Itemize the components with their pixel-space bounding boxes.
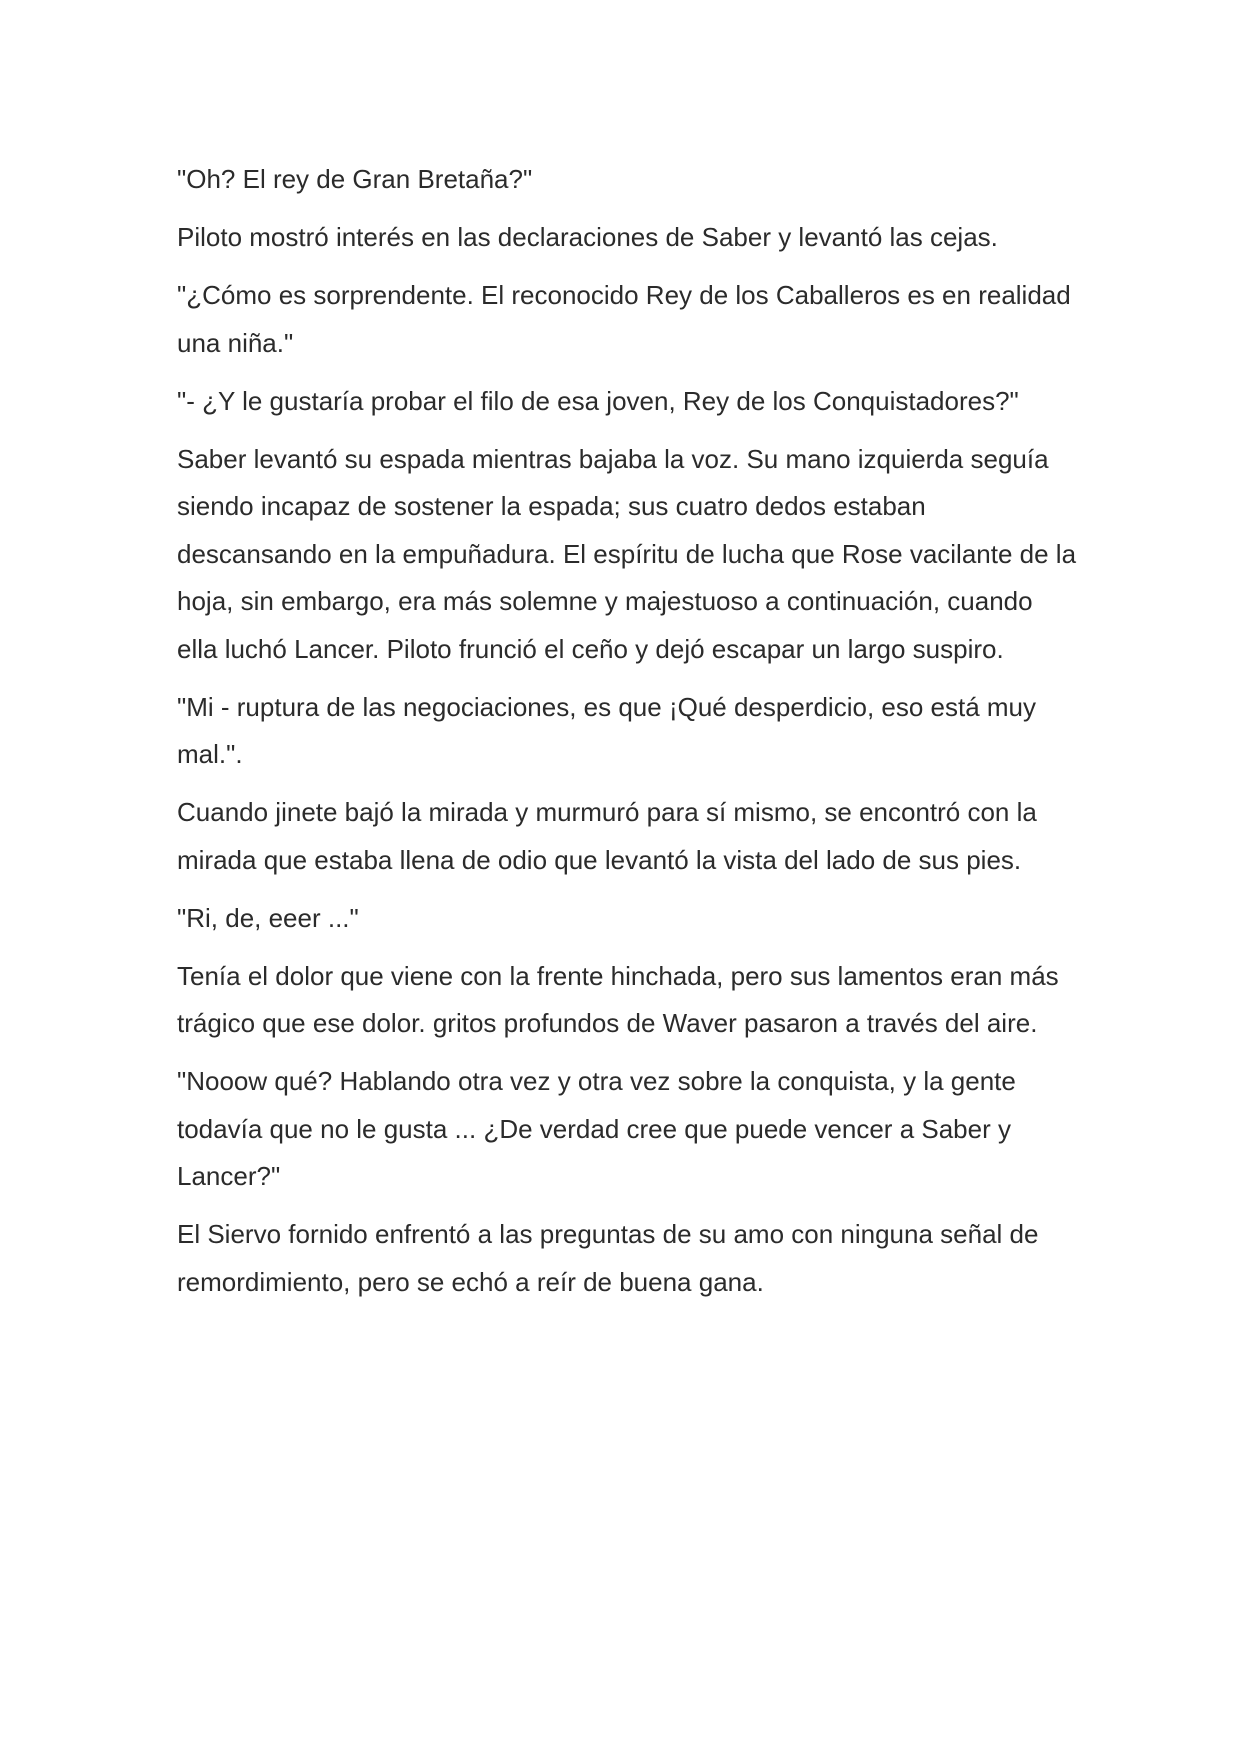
paragraph: Saber levantó su espada mientras bajaba la voz. Su mano izquierda seguía siendo incapaz de sostener la espada; sus cuatro dedos estaban descansando en la empuñadura. El espíritu de lucha que Rose vacilante de la hoja, sin embargo, era más solemne y majestuoso a continuación, cuando ella luchó Lancer. Piloto frunció el ceño y dejó escapar un largo suspiro. — [177, 443, 1077, 664]
paragraph: "Nooow qué? Hablando otra vez y otra vez sobre la conquista, y la gente todavía que no le gusta ... ¿De verdad cree que puede vencer a Saber y Lancer?" — [177, 1066, 1016, 1191]
body-text — [177, 156, 1077, 1317]
paragraph: Piloto mostró interés en las declaraciones de Saber y levantó las cejas. — [177, 222, 998, 252]
paragraph: "Oh? El rey de Gran Bretaña?" — [177, 164, 533, 194]
paragraph: "Mi - ruptura de las negociaciones, es que ¡Qué desperdicio, eso está muy mal.". — [177, 691, 1037, 769]
paragraph: El Siervo fornido enfrentó a las preguntas de su amo con ninguna señal de remordimiento, pero se echó a reír de buena gana. — [177, 1219, 1039, 1297]
paragraph: Tenía el dolor que viene con la frente hinchada, pero sus lamentos eran más trágico que ese dolor. gritos profundos de Waver pasaron a través del aire. — [177, 960, 1059, 1038]
paragraph: "Ri, de, eeer ..." — [177, 902, 359, 933]
paragraph: Cuando jinete bajó la mirada y murmuró para sí mismo, se encontró con la mirada que estaba llena de odio que levantó la vista del lado de sus pies. — [177, 797, 1037, 875]
paragraph: "- ¿Y le gustaría probar el filo de esa joven, Rey de los Conquistadores?" — [177, 385, 1019, 416]
paragraph: "¿Cómo es sorprendente. El reconocido Rey de los Caballeros es en realidad una niña." — [177, 280, 1071, 358]
